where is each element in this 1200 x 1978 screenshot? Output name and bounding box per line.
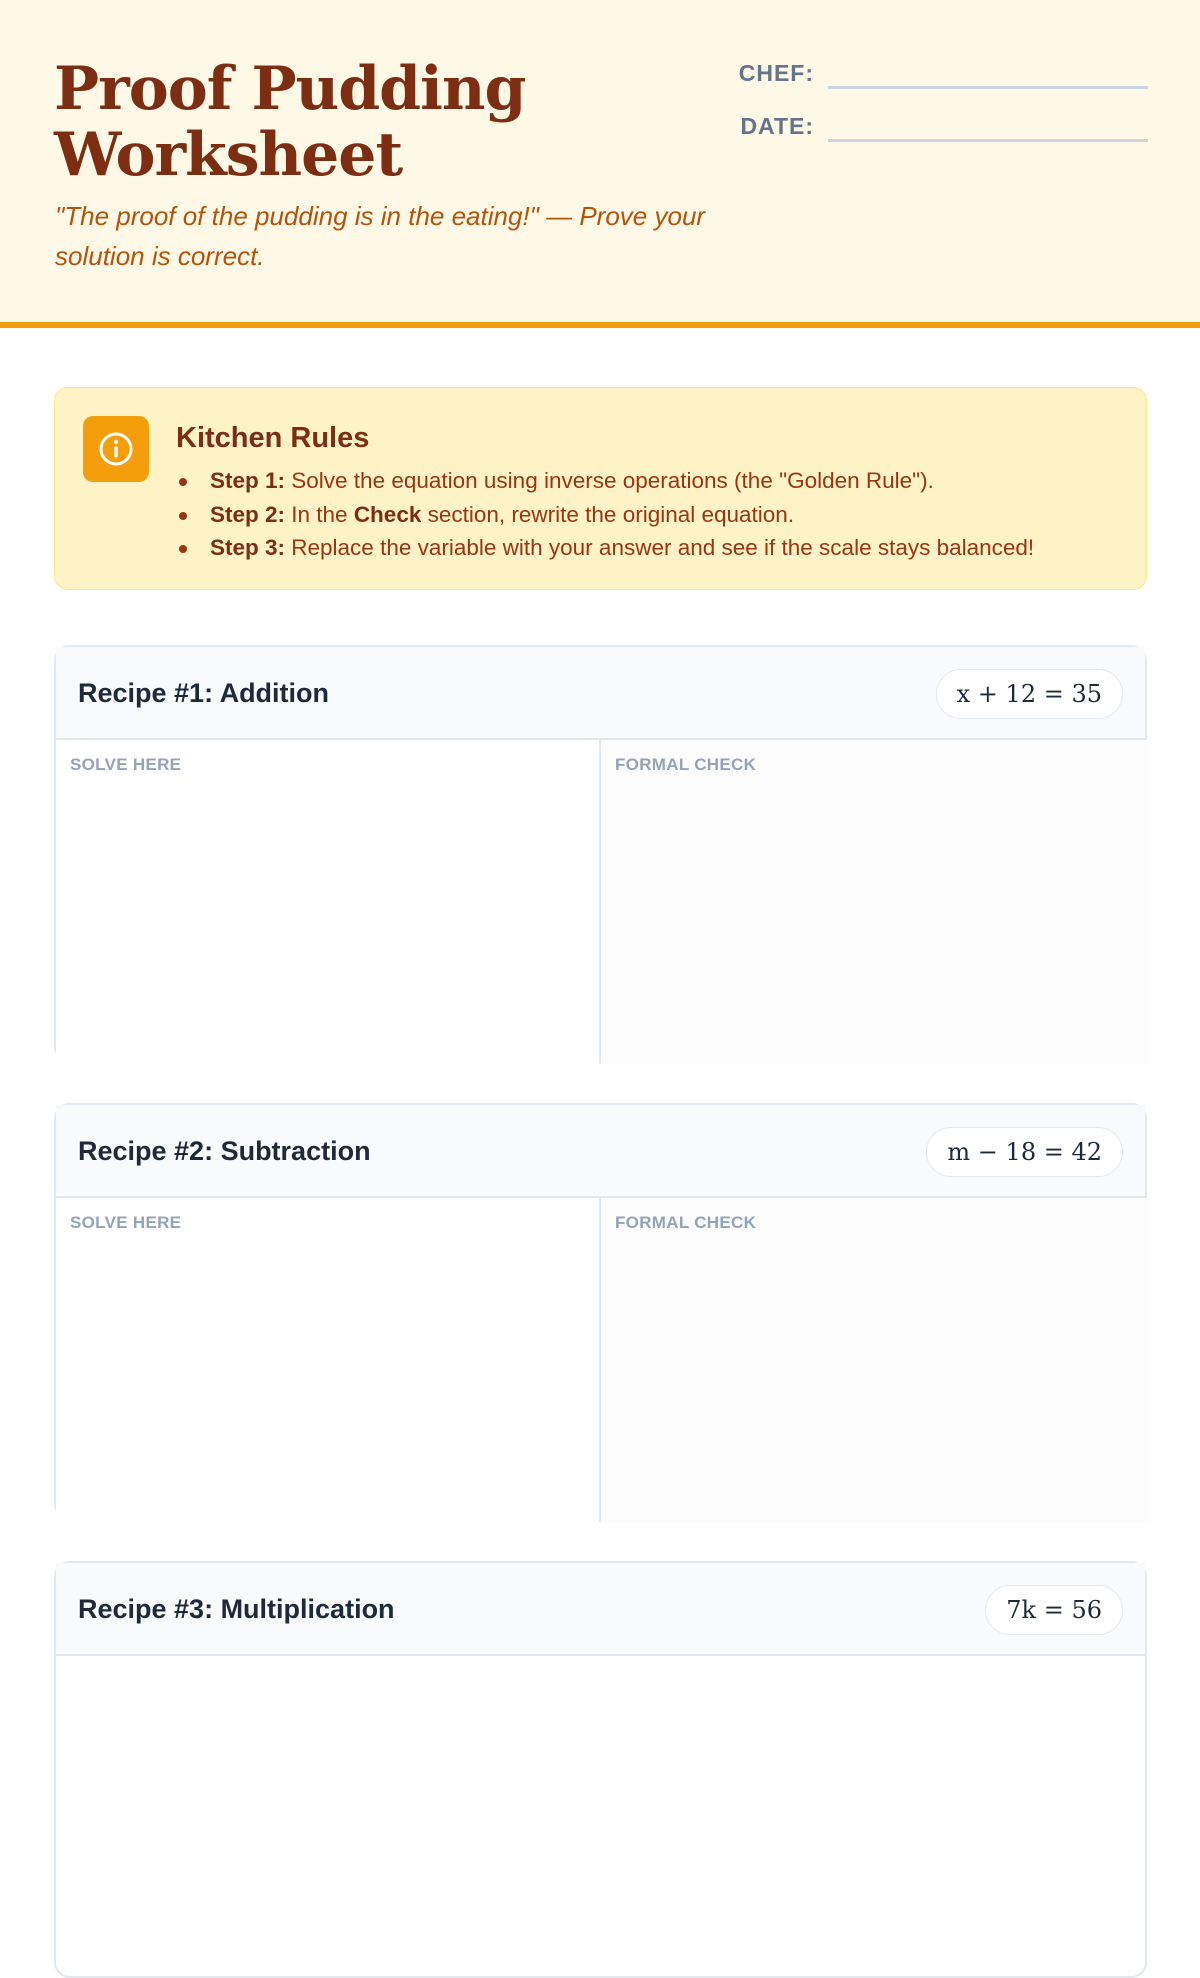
solve-area[interactable] bbox=[56, 1198, 599, 1522]
kitchen-rules-callout bbox=[54, 387, 1147, 590]
rules-item bbox=[176, 531, 1136, 565]
rule-text: section, rewrite the original equation. bbox=[421, 501, 795, 527]
chef-label: CHEF: bbox=[738, 60, 814, 86]
recipe-card-header bbox=[56, 1563, 1145, 1656]
recipe-title: Recipe #3: Multiplication bbox=[78, 1594, 395, 1624]
page-title: Proof Pudding Worksheet bbox=[54, 54, 526, 190]
rule-step-label: Step 1: bbox=[210, 468, 286, 493]
worksheet-header bbox=[0, 0, 1200, 328]
recipe-card-body bbox=[56, 740, 1145, 1064]
recipe-card bbox=[54, 1561, 1147, 1978]
check-label: FORMAL CHECK bbox=[615, 755, 757, 774]
rules-item bbox=[176, 464, 1136, 498]
rules-item bbox=[176, 498, 1136, 532]
recipe-card bbox=[54, 1103, 1147, 1520]
rules-title: Kitchen Rules bbox=[176, 422, 370, 454]
chef-field bbox=[720, 56, 1150, 96]
rule-text: Solve the equation using inverse operations (the "Golden Rule"). bbox=[285, 468, 934, 493]
info-icon bbox=[83, 416, 149, 482]
check-label: FORMAL CHECK bbox=[615, 1213, 757, 1232]
solve-label: SOLVE HERE bbox=[70, 755, 182, 774]
equation-badge: m − 18 = 42 bbox=[926, 1127, 1123, 1177]
date-input-line[interactable] bbox=[828, 139, 1148, 142]
recipe-card-header bbox=[56, 647, 1145, 740]
rule-text: In the bbox=[285, 501, 354, 527]
recipe-title: Recipe #1: Addition bbox=[78, 678, 330, 708]
rule-text: Replace the variable with your answer and see if the scale stays balanced! bbox=[285, 535, 1035, 560]
recipe-card-header bbox=[56, 1105, 1145, 1198]
chef-input-line[interactable] bbox=[828, 86, 1148, 89]
date-label: DATE: bbox=[740, 113, 814, 139]
equation-badge: 7k = 56 bbox=[985, 1585, 1123, 1635]
recipe-card-body bbox=[56, 1198, 1145, 1522]
solve-label: SOLVE HERE bbox=[70, 1213, 182, 1232]
check-area[interactable] bbox=[599, 1198, 1149, 1522]
equation-badge: x + 12 = 35 bbox=[936, 669, 1123, 719]
rule-step-label: Step 2: bbox=[210, 501, 286, 527]
recipe-card bbox=[54, 645, 1147, 1062]
recipe-title: Recipe #2: Subtraction bbox=[78, 1136, 371, 1166]
rules-list bbox=[176, 464, 1136, 565]
rule-bold-text: Check bbox=[353, 501, 422, 527]
rule-step-label: Step 3: bbox=[210, 535, 286, 560]
check-area[interactable] bbox=[599, 740, 1149, 1064]
solve-area[interactable] bbox=[56, 740, 599, 1064]
page-subtitle: "The proof of the pudding is in the eating!" — Prove your solution is correct. bbox=[55, 201, 706, 271]
date-field bbox=[720, 109, 1150, 149]
